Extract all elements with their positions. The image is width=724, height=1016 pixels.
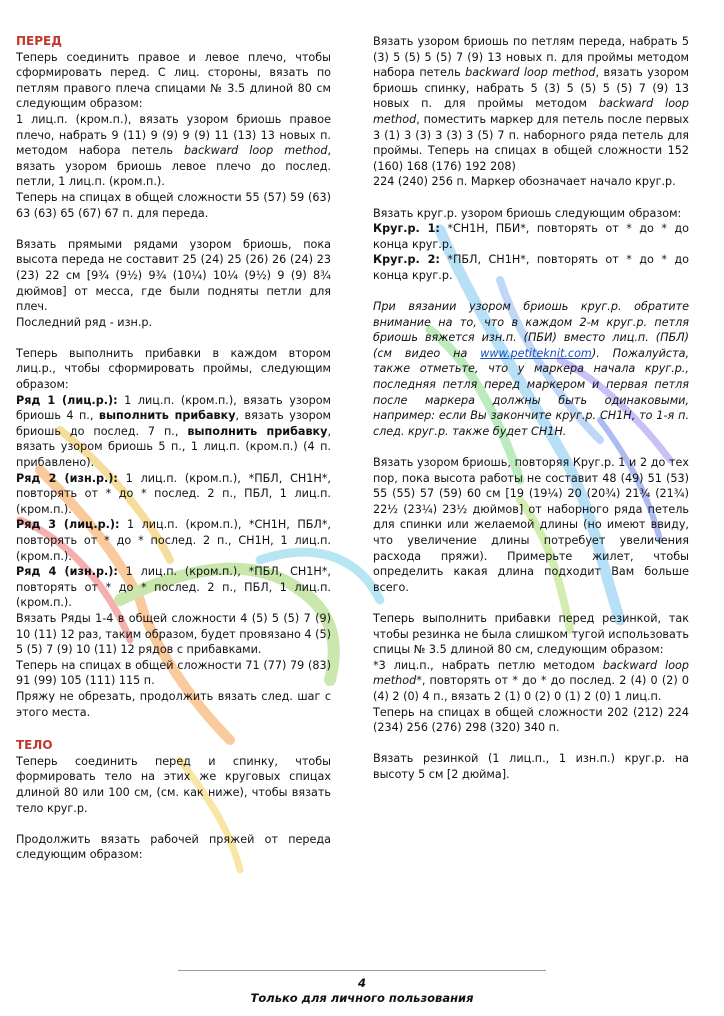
paragraph: Вязать резинкой (1 лиц.п., 1 изн.п.) круг.р. на высоту 5 см [2 дюйма]. xyxy=(373,752,689,781)
paragraph: Теперь выполнить прибавки перед резинкой, так чтобы резинка не была слишком тугой использовать спицы № 3.5 длиной 80 см, следующим образом: xyxy=(373,611,689,657)
paragraph: 224 (240) 256 п. Маркер обозначает начало круг.р. xyxy=(373,175,676,189)
section-heading-body: ТЕЛО xyxy=(16,738,53,753)
paragraph: Пряжу не обрезать, продолжить вязать след. шаг с этого места. xyxy=(16,689,331,719)
paragraph: Вязать узором бриошь, повторяя Круг.р. 1 и 2 до тех пор, пока высота работы не составит 48 (49) 51 (53) 55 (55) 57 (59) 60 см [19 (19¼) 20 (20¾) 21¾ (21¾) 22½ (23¼) 23½ дюймов] от наборного ряда петель для спинки или желаемой длины (но имеют ввиду, что увеличение длины потребует увеличения расхода пряжи). Примерьте жилет, чтобы определить какая длина подходит Вам больше всего. xyxy=(373,456,689,594)
paragraph: *3 лиц.п., набрать петлю методом backward loop method*, повторять от * до * до послед. 2 (4) 0 (2) 0 (4) 2 (0) 4 п., вязать 2 (1) 0 (2) 0 (1) 2 (0) 1 лиц.п. xyxy=(373,658,689,703)
paragraph: Теперь соединить перед и спинку, чтобы формировать тело на этих же круговых спицах длиной 80 или 100 см, (см. как ниже), чтобы вязать тело круг.р. xyxy=(16,754,331,815)
website-link[interactable]: www.petiteknit.com xyxy=(480,346,592,360)
paragraph: Последний ряд - изн.р. xyxy=(16,315,153,329)
section-heading-front: ПЕРЕД xyxy=(16,34,62,48)
row-instruction-1: Ряд 1 (лиц.р.): 1 лиц.п. (кром.п.), вязать узором бриошь 4 п., выполнить прибавку, вязать узором бриошь до послед. 7 п., выполнить прибавку, вязать узором бриошь 5 п., 1 лиц.п. (кром.п.) (4 п. прибавлено). xyxy=(16,393,331,470)
paragraph: Вязать круг.р. узором бриошь следующим образом: xyxy=(373,206,682,220)
left-column xyxy=(16,34,331,863)
row-instruction-4: Ряд 4 (изн.р.): 1 лиц.п. (кром.п.), *ПБЛ, СН1Н*, повторять от * до * послед. 2 п., ПБЛ, 1 лиц.п. (кром.п.). xyxy=(16,565,331,610)
paragraph: Вязать Ряды 1-4 в общей сложности 4 (5) 5 (5) 7 (9) 10 (11) 12 раз, таким образом, будет провязано 4 (5) 5 (5) 7 (9) 10 (11) 12 рядов с прибавками. xyxy=(16,611,331,657)
round-instruction-1: Круг.р. 1: *СН1Н, ПБИ*, повторять от * до * до конца круг.р. xyxy=(373,222,690,251)
paragraph: Теперь на спицах в общей сложности 202 (212) 224 (234) 256 (276) 298 (320) 340 п. xyxy=(373,705,689,735)
row-instruction-3: Ряд 3 (лиц.р.): 1 лиц.п. (кром.п.), *СН1Н, ПБЛ*, повторять от * до * послед. 2 п., СН1Н, 1 лиц.п. (кром.п.). xyxy=(16,518,331,563)
row-instruction-2: Ряд 2 (изн.р.): 1 лиц.п. (кром.п.), *ПБЛ, СН1Н*, повторять от * до * послед. 2 п., ПБЛ, 1 лиц.п. (кром.п.). xyxy=(16,471,331,516)
paragraph: Теперь на спицах в общей сложности 71 (77) 79 (83) 91 (99) 105 (111) 115 п. xyxy=(16,658,331,688)
paragraph: Теперь соединить правое и левое плечо, чтобы сформировать перед. С лиц. стороны, вязать по петлям правого плеча спицами № 3.5 длиной 80 см следующим образом: xyxy=(16,50,331,111)
right-column xyxy=(373,34,689,783)
footer-note: Только для личного пользования xyxy=(250,991,474,1005)
footer-divider xyxy=(178,970,546,971)
paragraph: Вязать прямыми рядами узором бриошь, пока высота переда не составит 25 (24) 25 (26) 26 (24) 23 (23) 22 см [9¾ (9½) 9¾ (10¼) 10¼ (9½) 9 (9) 8¾ дюймов] от месса, где были подняты петли для плеч. xyxy=(16,237,331,314)
paragraph: Вязать узором бриошь по петлям переда, набрать 5 (3) 5 (5) 5 (5) 7 (9) 13 новых п. для проймы методом набора петель backward loop method, вязать узором бриошь спинку, набрать 5 (3) 5 (5) 5 (5) 7 (9) 13 новых п. для проймы методом backward loop method, поместить маркер для петель после первых 3 (1) 3 (3) 3 (3) 3 (5) 7 п. наборного ряда петель для проймы. Теперь на спицах в общей сложности 152 (160) 168 (176) 192 208) xyxy=(373,35,690,173)
paragraph: Продолжить вязать рабочей пряжей от переда следующим образом: xyxy=(16,832,331,862)
paragraph: 1 лиц.п. (кром.п.), вязать узором бриошь правое плечо, набрать 9 (11) 9 (9) 9 (9) 11 (13) 13 новых п. методом набора петель backward loop method, вязать узором бриошь левое плечо до послед. петли, 1 лиц.п. (кром.п.). xyxy=(16,112,331,189)
round-instruction-2: Круг.р. 2: *ПБЛ, СН1Н*, повторять от * до * до конца круг.р. xyxy=(373,253,689,282)
italic-note: При вязании узором бриошь круг.р. обратите внимание на то, что в каждом 2-м круг.р. петля бриошь вяжется изн.п. (ПБИ) вместо лиц.п. (ПБЛ) (см видео на www.petiteknit.com). Пожалуйста, также отметьте, что у маркера начала круг.р., последняя петля перед маркером и первая петля после маркера должны быть одинаковыми, например: если Вы закончите круг.р. СН1Н, то 1-я п. след. круг.р. также будет СН1Н. xyxy=(373,300,689,438)
paragraph: Теперь на спицах в общей сложности 55 (57) 59 (63) 63 (63) 65 (67) 67 п. для переда. xyxy=(16,190,331,220)
paragraph: Теперь выполнить прибавки в каждом втором лиц.р., чтобы сформировать проймы, следующим образом: xyxy=(16,346,331,392)
page-number: 4 xyxy=(357,976,366,990)
